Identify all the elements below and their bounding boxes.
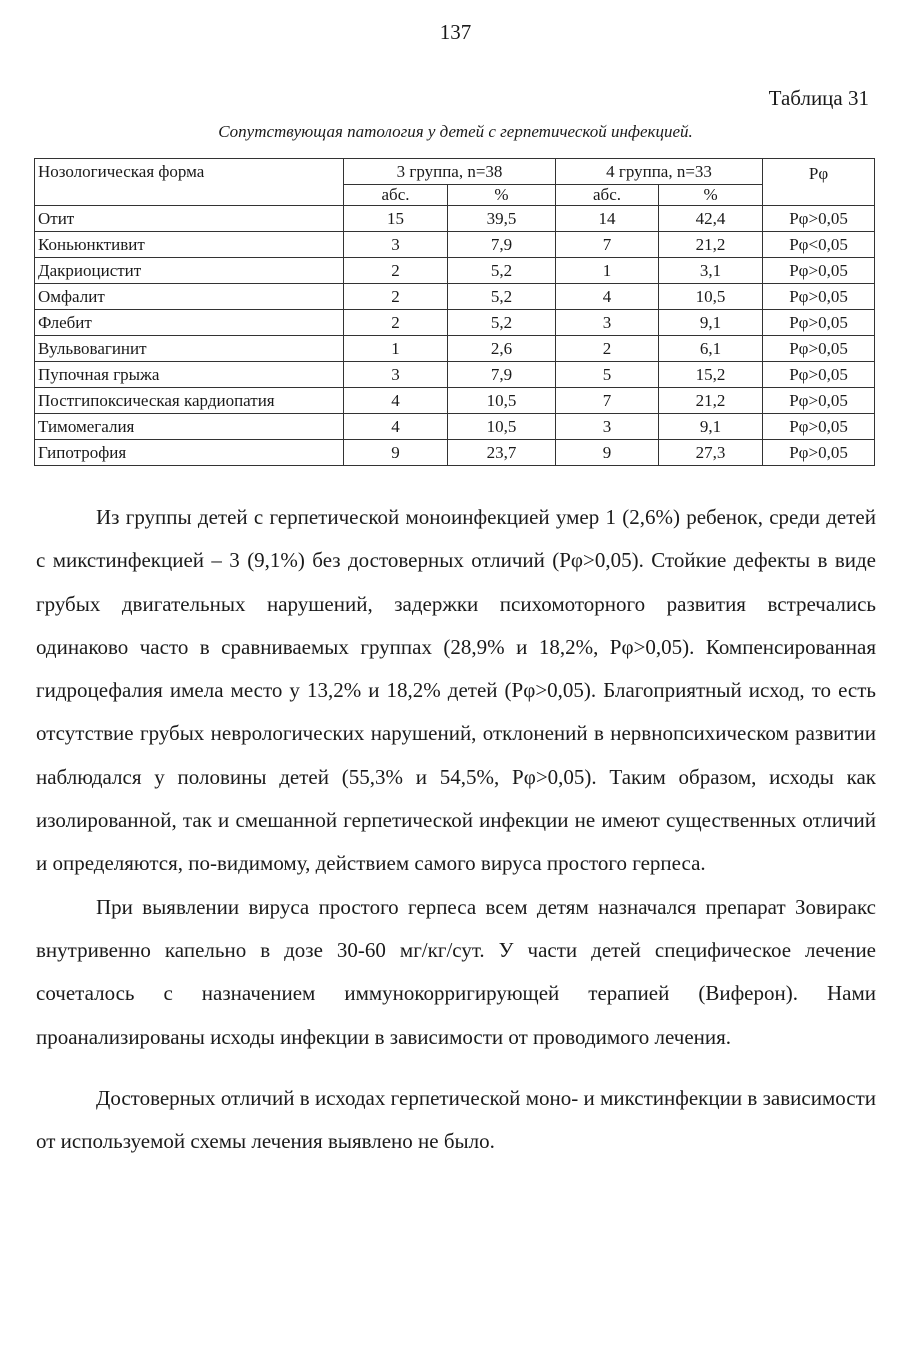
- cell-abs4: 5: [556, 362, 659, 388]
- cell-pct4: 15,2: [659, 362, 763, 388]
- page-number: 137: [439, 20, 472, 44]
- table-row: [35, 414, 875, 440]
- cell-abs3: 3: [344, 232, 448, 258]
- cell-pct3: 23,7: [448, 440, 556, 466]
- cell-abs3: 15: [344, 206, 448, 232]
- table-row: [35, 388, 875, 414]
- cell-rf: Рφ>0,05: [763, 206, 875, 232]
- subheader-pct4: %: [659, 185, 763, 206]
- cell-pct4: 21,2: [659, 388, 763, 414]
- cell-pct3: 5,2: [448, 284, 556, 310]
- table-body: [35, 206, 875, 466]
- cell-rf: Рφ>0,05: [763, 388, 875, 414]
- cell-nosology: Отит: [35, 206, 344, 232]
- cell-nosology: Вульвовагинит: [35, 336, 344, 362]
- cell-abs3: 9: [344, 440, 448, 466]
- cell-abs3: 4: [344, 388, 448, 414]
- cell-abs4: 7: [556, 232, 659, 258]
- cell-rf: Рφ>0,05: [763, 284, 875, 310]
- cell-rf: Рφ>0,05: [763, 440, 875, 466]
- paragraph-outcomes: Из группы детей с герпетической моноинфекцией умер 1 (2,6%) ребенок, среди детей с микстинфекцией – 3 (9,1%) без достоверных отличий (Рφ>0,05). Стойкие дефекты в виде грубых двигательных нарушений, задержки психомоторного развития встречались одинаково часто в сравниваемых группах (28,9% и 18,2%, Рφ>0,05). Компенсированная гидроцефалия имела место у 13,2% и 18,2% детей (Рφ>0,05). Благоприятный исход, то есть отсутствие грубых неврологических нарушений, отклонений в нервнопсихическом развитии наблюдался у половины детей (55,3% и 54,5%, Рφ>0,05). Таким образом, исходы как изолированной, так и смешанной герпетической инфекции не имеют существенных отличий и определяются, по-видимому, действием самого вируса простого герпеса.: [36, 505, 876, 876]
- cell-abs3: 4: [344, 414, 448, 440]
- paragraph-treatment: При выявлении вируса простого герпеса всем детям назначался препарат Зовиракс внутривенно капельно в дозе 30-60 мг/кг/сут. У части детей специфическое лечение сочеталось с назначением иммунокорригирующей терапией (Виферон). Нами проанализированы исходы инфекции в зависимости от проводимого лечения.: [36, 894, 876, 1049]
- cell-nosology: Гипотрофия: [35, 440, 344, 466]
- cell-rf: Рφ>0,05: [763, 362, 875, 388]
- table-header: [35, 159, 875, 206]
- cell-abs4: 4: [556, 284, 659, 310]
- header-rf: Рφ: [763, 159, 875, 206]
- cell-pct3: 7,9: [448, 232, 556, 258]
- cell-abs3: 2: [344, 310, 448, 336]
- header-row: [35, 159, 875, 185]
- cell-nosology: Постгипоксическая кардиопатия: [35, 388, 344, 414]
- cell-rf: Рφ<0,05: [763, 232, 875, 258]
- cell-pct4: 42,4: [659, 206, 763, 232]
- cell-pct3: 7,9: [448, 362, 556, 388]
- subheader-pct3: %: [448, 185, 556, 206]
- cell-pct3: 5,2: [448, 310, 556, 336]
- subheader-abs3: абс.: [344, 185, 448, 206]
- cell-pct3: 2,6: [448, 336, 556, 362]
- paragraph-conclusion: Достоверных отличий в исходах герпетической моно- и микстинфекции в зависимости от используемой схемы лечения выявлено не было.: [36, 1085, 876, 1154]
- cell-pct4: 6,1: [659, 336, 763, 362]
- table-label: Таблица 31: [768, 86, 869, 110]
- cell-abs4: 7: [556, 388, 659, 414]
- cell-rf: Рφ>0,05: [763, 258, 875, 284]
- cell-pct3: 39,5: [448, 206, 556, 232]
- table-row: [35, 232, 875, 258]
- cell-pct4: 3,1: [659, 258, 763, 284]
- cell-abs3: 2: [344, 284, 448, 310]
- table-row: [35, 206, 875, 232]
- cell-rf: Рφ>0,05: [763, 414, 875, 440]
- subheader-abs4: абс.: [556, 185, 659, 206]
- body-text: [36, 496, 876, 1163]
- cell-pct3: 10,5: [448, 388, 556, 414]
- cell-nosology: Пупочная грыжа: [35, 362, 344, 388]
- cell-abs4: 9: [556, 440, 659, 466]
- header-group3: 3 группа, n=38: [344, 159, 556, 185]
- table-row: [35, 284, 875, 310]
- cell-pct4: 21,2: [659, 232, 763, 258]
- cell-rf: Рφ>0,05: [763, 336, 875, 362]
- cell-pct4: 27,3: [659, 440, 763, 466]
- cell-abs4: 2: [556, 336, 659, 362]
- cell-nosology: Тимомегалия: [35, 414, 344, 440]
- table-row: [35, 258, 875, 284]
- cell-nosology: Флебит: [35, 310, 344, 336]
- table-row: [35, 362, 875, 388]
- table-row: [35, 310, 875, 336]
- table-row: [35, 336, 875, 362]
- cell-pct3: 10,5: [448, 414, 556, 440]
- table-row: [35, 440, 875, 466]
- cell-abs4: 3: [556, 414, 659, 440]
- header-nosology: Нозологическая форма: [35, 159, 344, 206]
- cell-abs3: 2: [344, 258, 448, 284]
- cell-pct4: 9,1: [659, 414, 763, 440]
- cell-abs4: 14: [556, 206, 659, 232]
- cell-abs4: 1: [556, 258, 659, 284]
- cell-nosology: Коньюнктивит: [35, 232, 344, 258]
- cell-pct4: 9,1: [659, 310, 763, 336]
- cell-nosology: Дакриоцистит: [35, 258, 344, 284]
- cell-pct4: 10,5: [659, 284, 763, 310]
- cell-abs3: 1: [344, 336, 448, 362]
- header-group4: 4 группа, n=33: [556, 159, 763, 185]
- cell-pct3: 5,2: [448, 258, 556, 284]
- cell-abs3: 3: [344, 362, 448, 388]
- cell-abs4: 3: [556, 310, 659, 336]
- cell-nosology: Омфалит: [35, 284, 344, 310]
- comorbidity-table: [34, 158, 875, 466]
- table-caption: Сопутствующая патология у детей с герпетической инфекцией.: [218, 122, 693, 141]
- cell-rf: Рφ>0,05: [763, 310, 875, 336]
